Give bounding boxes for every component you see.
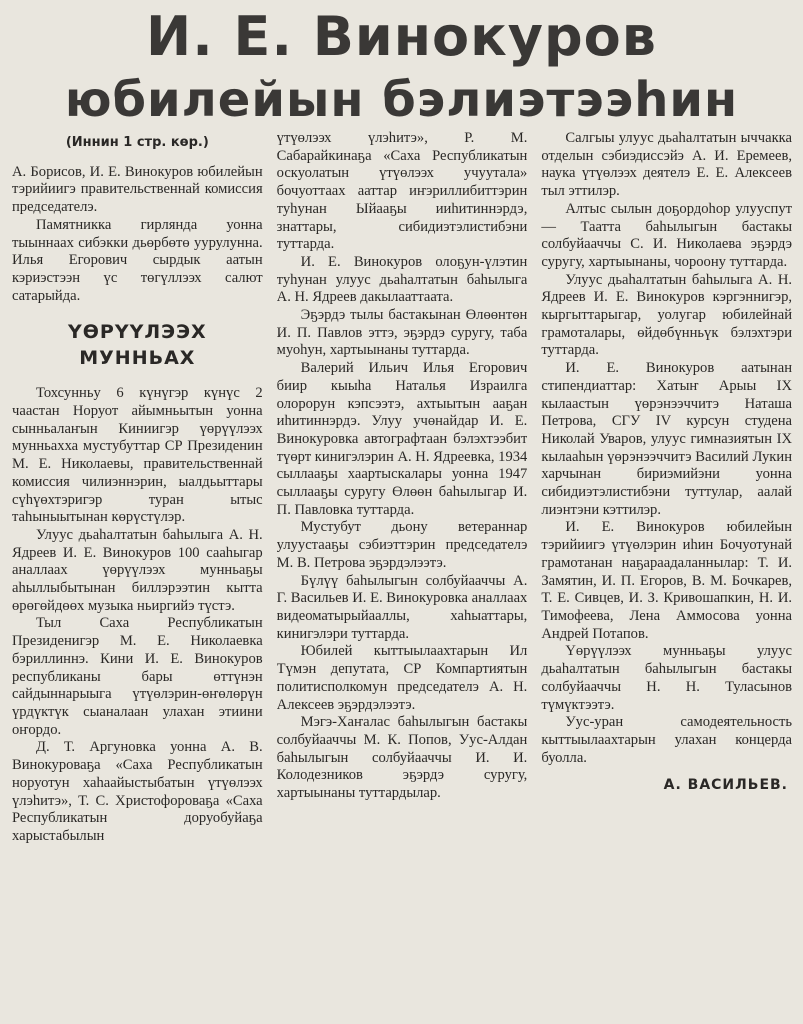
paragraph: Памятникка гирлянда уонна тыыннаах сибэкки дьөрбөтө уурулунна. Илья Егорович сырдык аатын кэриэстээн үс төгүллээх салют сатарыйда. [12, 216, 263, 304]
paragraph: Бүлүү баһылыгын солбуйааччы А. Г. Васильев И. Е. Винокуровка аналлаах видеоматырыйааллы, хаһыаттары, кинигэлэри туттарда. [276, 572, 528, 642]
paragraph: И. Е. Винокуров аатынан стипендиаттар: Хатыҥ Арыы IX кылаастын үөрэнээччитэ Наташа Петрова, СГУ IV курсун студена Николай Уваров, улуус гимназиятын IX кылааһын үөрэнээччитэ Василий Лукин харчынан бириэмийэни уонна сибидиэтэлистибэни туттулар, аалай лиэнтэни кэттилэр. [541, 360, 793, 518]
paragraph: Тыл Саха Республикатын Президенигэр М. Е. Николаевка бэриллиннэ. Кини И. Е. Винокуров республиканы бары өттүнэн сайдыннарыыга үтүөлэрин-өҥөлөрүн үрдүктүк сыаналаан улахан этиини оҥордо. [12, 615, 263, 738]
continued-from-note: (Иннин 1 стр. көр.) [65, 135, 209, 150]
paragraph: үтүөлээх үлэһитэ», Р. М. Сабарайкинаҕа «Саха Республикатын оскуолатын үтүөлээх учуутала» бочуоттаах ааттар иҥэриллибиттэрин туһунан Ыйааҕы ииһитиннэрдэ, знаттары, сибидиэтэлистибэни туттарда. [276, 130, 528, 253]
paragraph: Уус-уран самодеятельность кыттыылаахтарын улахан концерда буолла. [541, 714, 793, 766]
paragraph: И. Е. Винокуров олоҕун-үлэтин туһунан улуус дьаһалтатын баһылыга А. Н. Ядреев дакылааттаата. [276, 253, 528, 306]
paragraph: Д. Т. Аргуновка уонна А. В. Винокуроваҕа «Саха Республикатын норуотун хаһаайыстыбатын үтүөлээх үлэһитэ», Т. С. Христофороваҕа «Саха Республикатын доруобуйаҕа харыстабылын [12, 739, 263, 844]
article-headline [10, 0, 793, 128]
paragraph: Мустубут дьону ветераннар улуустааҕы сэбиэттэрин председателэ М. В. Петрова эҕэрдэлээтэ. [276, 519, 528, 571]
author-signature: А. ВАСИЛЬЕВ. [663, 777, 789, 794]
article-columns [12, 130, 792, 1020]
column-2 [277, 130, 528, 1020]
paragraph: Салгыы улуус дьаһалтатын ыччакка отделын сэбиэдиссэйэ А. И. Еремеев, наука үтүөлээх деятелэ Е. Е. Алексеев тыл эттилэр. [541, 130, 793, 200]
headline-line-1: И. Е. Винокуров [146, 5, 657, 68]
paragraph: Алтыс сылын доҕордоһор улууспут — Таатта баһылыгын бастакы солбуйааччы С. И. Николаева эҕэрдэ суругу, хартыынаны, чороону туттарда. [541, 200, 793, 270]
paragraph: Тохсунньу 6 күнүгэр күнүс 2 чаастан Норуот айымньытын уонна сынньалаҥын Киниигэр үөрүүлээх мунньахха мустубуттар СР Президенин М. Е. Николаевы, правительственнай комиссия чилиэннэрин, ыалдьыттары сүһүөхтэригэр туран ытыс таһыныытынан көрүстүлэр. [12, 385, 263, 526]
column-3 [541, 130, 792, 1020]
paragraph: Эҕэрдэ тылы бастакынан Өлөөнтөн И. П. Павлов эттэ, эҕэрдэ суругу, таба муоһун, хартыынаны туттарда. [276, 307, 528, 359]
paragraph: Юбилей кыттыылаахтарын Ил Түмэн депутата, СР Компартиятын политисполкомун председателэ А. Н. Алексеев эҕэрдэлээтэ. [276, 643, 528, 713]
paragraph: А. Борисов, И. Е. Винокуров юбилейын тэрийиигэ правительственнай комиссия председателэ. [12, 163, 263, 216]
paragraph: Мэгэ-Хаҥалас баһылыгын бастакы солбуйааччы М. К. Попов, Уус-Алдан баһылыгын солбуйааччы И. И. Колодезников эҕэрдэ суругу, хартыынаны туттардылар. [276, 714, 528, 802]
paragraph: Үөрүүлээх мунньаҕы улуус дьаһалтатын баһылыгын бастакы солбуйааччы Н. Н. Туласынов түмүктээтэ. [541, 643, 793, 713]
headline-line-2: юбилейын бэлиэтээһин [64, 72, 739, 128]
paragraph: Улуус дьаһалтатын баһылыга А. Н. Ядреев И. Е. Винокуров 100 сааһыгар аналлаах үөрүүлээх мунньаҕы аһыллыбытынан биллэрээтин кытта өрөгөйдөөх музыка ньиргийэ түстэ. [12, 526, 263, 614]
paragraph: Валерий Ильич Илья Егорович биир кыыһа Наталья Израилга олорорун кэпсээтэ, ахтыытын ааҕан иһитиннэрдэ. Улуу учөнайдар И. Е. Винокуровка автографтаан бэлэхтээбит түөрт кинигэлэрин А. Н. Ядреевка, 1934 сыллааҕы хаартыскалары уонна 1947 сыллааҕы суругу Өлөөн баһылыгар И. П. Павловка туттарда. [276, 360, 528, 518]
section-subheading: ҮӨРҮҮЛЭЭХ МУННЬАХ [68, 321, 207, 370]
paragraph: Улуус дьаһалтатын баһылыга А. Н. Ядреев И. Е. Винокуров кэргэннигэр, кыргыттарыгар, уолугар юбилейнай грамоталары, өйдөбүнньүк бэлэхтэри туттарда. [541, 271, 793, 359]
paragraph: И. Е. Винокуров юбилейын тэрийиигэ үтүөлэрин иһин Бочуотунай грамотанан наҕараадаланнылар: Т. И. Замятин, И. П. Егоров, В. М. Бочкарев, Т. Е. Сивцев, И. З. Кривошапкин, Н. И. Тимофеева, Лена Аммосова уонна Андрей Потапов. [541, 519, 793, 642]
column-1 [12, 130, 263, 1020]
